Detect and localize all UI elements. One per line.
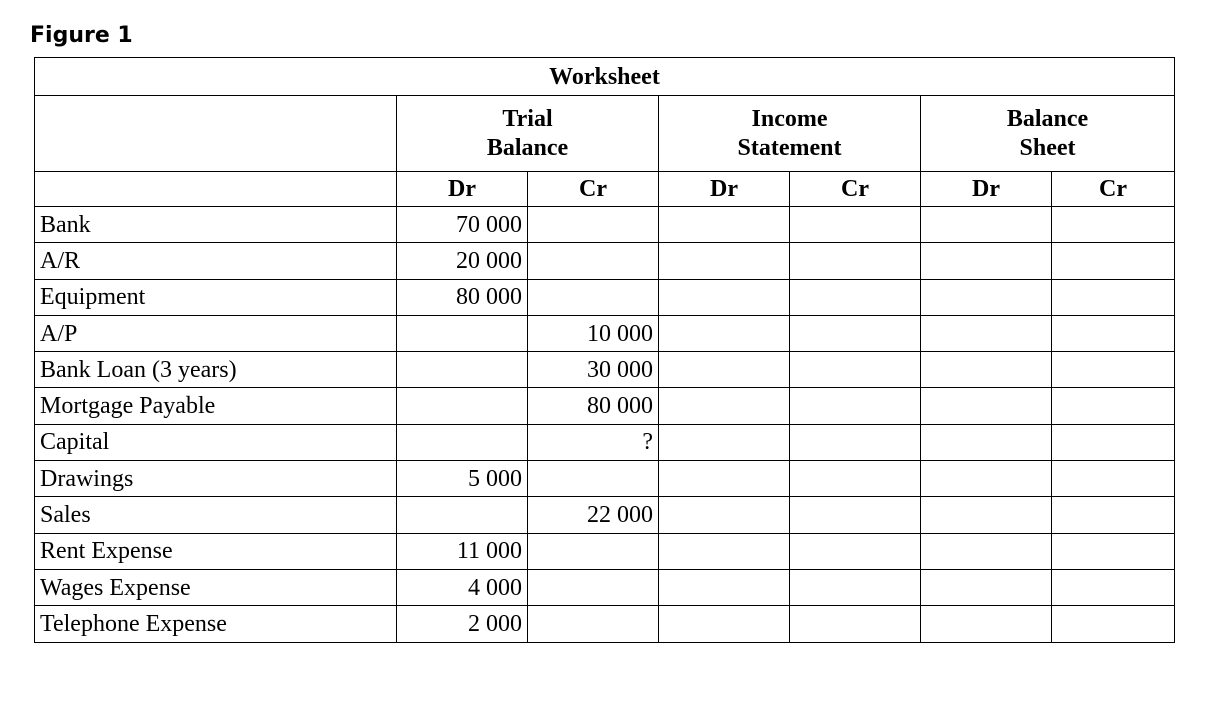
account-cell: Bank Loan (3 years) [35,352,397,388]
section-trial-balance-line1: Trial [502,105,553,132]
is-dr-cell [659,497,790,533]
section-trial-balance [397,96,659,172]
bs-cr-cell [1052,606,1175,642]
bs-cr-cell [1052,207,1175,243]
tb-cr-cell [528,606,659,642]
account-cell: Sales [35,497,397,533]
bs-dr-cell [921,207,1052,243]
tb-dr-cell [397,424,528,460]
bs-dr-cell [921,533,1052,569]
section-balance-sheet [921,96,1175,172]
bs-dr-cell [921,606,1052,642]
account-cell: Mortgage Payable [35,388,397,424]
dr-cr-label-cell [35,172,397,207]
is-cr-cell [790,279,921,315]
tb-cr-cell [528,279,659,315]
table-row [35,424,1175,460]
table-row [35,243,1175,279]
bs-cr-header: Cr [1052,172,1175,207]
tb-dr-header: Dr [397,172,528,207]
is-cr-cell [790,461,921,497]
is-cr-cell [790,243,921,279]
bs-cr-cell [1052,388,1175,424]
bs-dr-cell [921,279,1052,315]
tb-cr-cell [528,243,659,279]
section-balance-sheet-line2: Sheet [1019,134,1076,161]
tb-dr-cell: 2 000 [397,606,528,642]
tb-cr-header: Cr [528,172,659,207]
tb-dr-cell: 20 000 [397,243,528,279]
account-cell: A/R [35,243,397,279]
is-cr-cell [790,569,921,605]
worksheet-title: Worksheet [35,58,1175,96]
bs-dr-cell [921,569,1052,605]
is-dr-cell [659,388,790,424]
section-income-statement [659,96,921,172]
tb-dr-cell [397,388,528,424]
section-header-row [35,96,1175,172]
tb-cr-cell [528,207,659,243]
tb-dr-cell: 4 000 [397,569,528,605]
bs-cr-cell [1052,243,1175,279]
is-dr-cell [659,606,790,642]
section-balance-sheet-line1: Balance [1006,105,1089,132]
bs-cr-cell [1052,533,1175,569]
tb-dr-cell: 11 000 [397,533,528,569]
bs-dr-cell [921,243,1052,279]
table-row [35,461,1175,497]
is-cr-cell [790,315,921,351]
table-row [35,606,1175,642]
dr-cr-header-row [35,172,1175,207]
tb-dr-cell [397,315,528,351]
tb-cr-cell [528,569,659,605]
section-income-statement-line1: Income [751,105,828,132]
tb-dr-cell [397,352,528,388]
table-row [35,497,1175,533]
is-dr-cell [659,207,790,243]
account-cell: Capital [35,424,397,460]
account-cell: A/P [35,315,397,351]
bs-cr-cell [1052,315,1175,351]
bs-cr-cell [1052,497,1175,533]
worksheet-table [34,57,1175,643]
table-row [35,315,1175,351]
table-row [35,279,1175,315]
is-cr-cell [790,388,921,424]
bs-cr-cell [1052,424,1175,460]
table-row [35,533,1175,569]
bs-cr-cell [1052,569,1175,605]
is-dr-cell [659,424,790,460]
is-dr-cell [659,279,790,315]
account-cell: Rent Expense [35,533,397,569]
tb-cr-cell [528,533,659,569]
is-cr-cell [790,424,921,460]
is-dr-cell [659,315,790,351]
bs-cr-cell [1052,461,1175,497]
is-cr-cell [790,606,921,642]
section-trial-balance-line2: Balance [486,134,569,161]
account-cell: Telephone Expense [35,606,397,642]
bs-cr-cell [1052,352,1175,388]
bs-dr-header: Dr [921,172,1052,207]
is-dr-cell [659,461,790,497]
bs-dr-cell [921,461,1052,497]
account-cell: Drawings [35,461,397,497]
is-dr-header: Dr [659,172,790,207]
bs-dr-cell [921,497,1052,533]
bs-dr-cell [921,424,1052,460]
bs-dr-cell [921,352,1052,388]
is-cr-cell [790,497,921,533]
tb-dr-cell: 80 000 [397,279,528,315]
account-header-cell [35,96,397,172]
is-cr-cell [790,533,921,569]
is-dr-cell [659,243,790,279]
table-row [35,569,1175,605]
tb-cr-cell: 80 000 [528,388,659,424]
is-cr-cell [790,207,921,243]
tb-cr-cell [528,461,659,497]
account-cell: Bank [35,207,397,243]
table-row [35,388,1175,424]
section-income-statement-line2: Statement [737,134,842,161]
tb-cr-cell: ? [528,424,659,460]
table-row [35,352,1175,388]
tb-cr-cell: 22 000 [528,497,659,533]
is-cr-cell [790,352,921,388]
is-dr-cell [659,352,790,388]
bs-dr-cell [921,315,1052,351]
tb-cr-cell: 10 000 [528,315,659,351]
tb-dr-cell: 70 000 [397,207,528,243]
figure-title: Figure 1 [30,23,133,48]
account-cell: Equipment [35,279,397,315]
is-dr-cell [659,533,790,569]
bs-dr-cell [921,388,1052,424]
table-row [35,207,1175,243]
worksheet-title-row [35,58,1175,96]
is-dr-cell [659,569,790,605]
tb-dr-cell [397,497,528,533]
tb-dr-cell: 5 000 [397,461,528,497]
account-cell: Wages Expense [35,569,397,605]
is-cr-header: Cr [790,172,921,207]
tb-cr-cell: 30 000 [528,352,659,388]
bs-cr-cell [1052,279,1175,315]
